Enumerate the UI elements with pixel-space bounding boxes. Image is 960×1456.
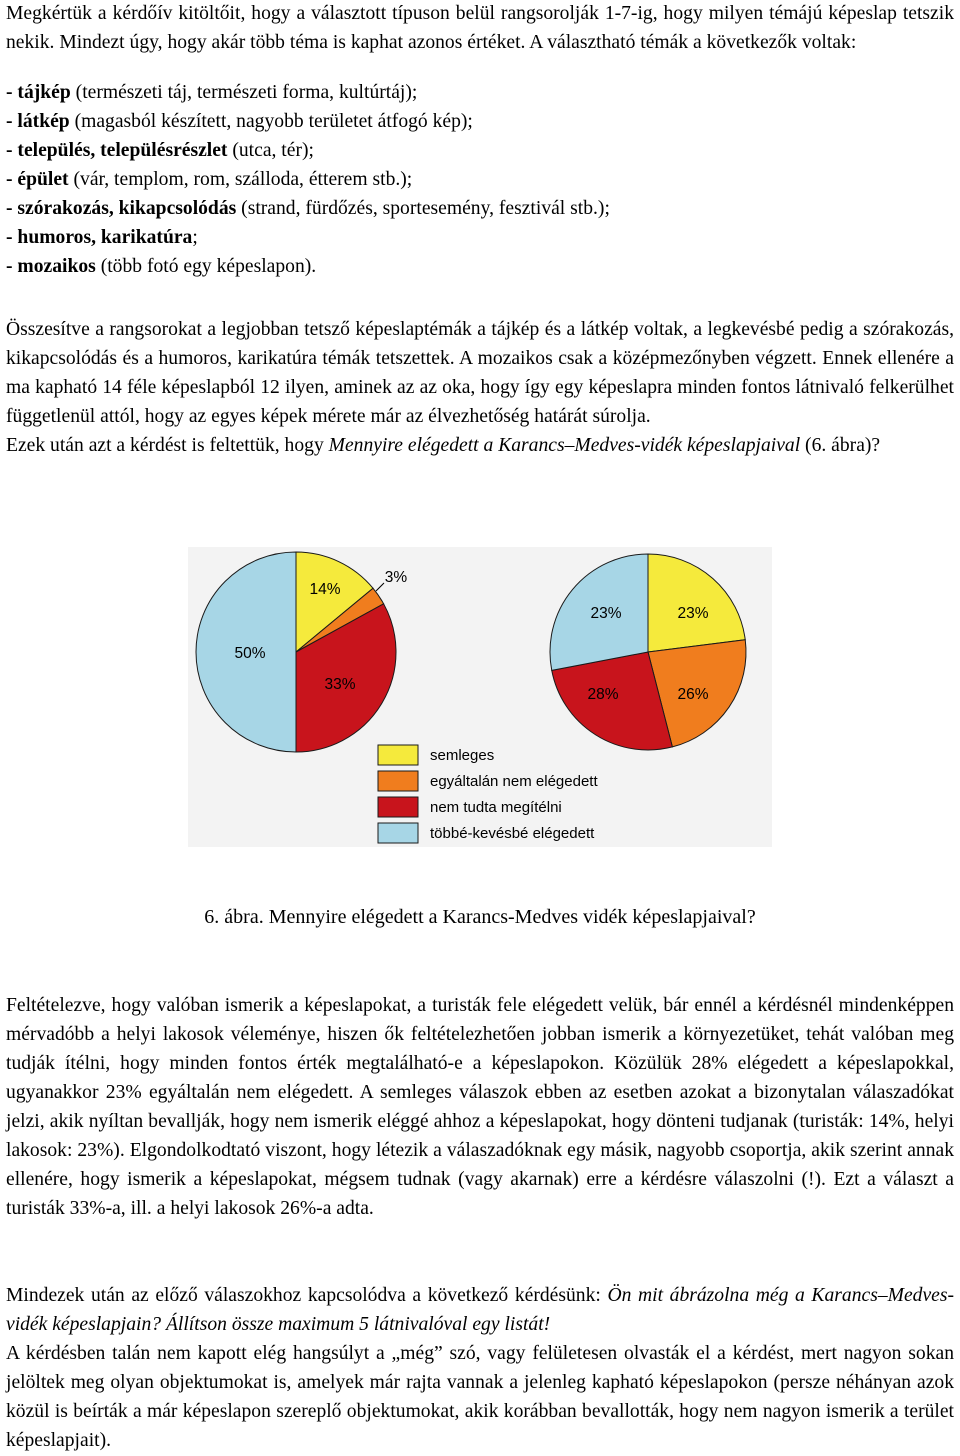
theme-item bbox=[6, 252, 954, 281]
theme-item bbox=[6, 107, 954, 136]
legend-label: nem tudta megítélni bbox=[430, 799, 562, 816]
theme-name: - humoros, karikatúra bbox=[6, 227, 193, 248]
body-paragraph-3: A kérdésben talán nem kapott elég hangsúlyt a „még” szó, vagy felületesen olvasták el a kérdést, mert nagyon sokan jelöltek meg olyan objektumokat is, amelyek már rajta vannak a jelenleg kapható képeslapokon (persze néhányan azok közül is beírták a már képeslapon szereplő objektumokat, akik korábban bevallották, hogy nem nagyon ismerik a terület képeslapjait). bbox=[6, 1343, 954, 1451]
pie-charts bbox=[188, 547, 772, 847]
body-paragraph-2 bbox=[6, 1281, 954, 1339]
theme-item bbox=[6, 78, 954, 107]
theme-desc: (strand, fürdőzés, sportesemény, fesztivál stb.); bbox=[236, 198, 610, 219]
slice-label: 23% bbox=[590, 605, 622, 622]
slice-label: 23% bbox=[677, 605, 709, 622]
theme-name: - látkép bbox=[6, 111, 70, 132]
theme-desc: ; bbox=[192, 227, 198, 248]
theme-item bbox=[6, 194, 954, 223]
theme-desc: (magasból készített, nagyobb területet átfogó kép); bbox=[69, 111, 473, 132]
theme-desc: (utca, tér); bbox=[227, 140, 314, 161]
theme-name: - tájkép bbox=[6, 82, 71, 103]
legend-label: semleges bbox=[430, 747, 495, 764]
question-prefix: Ezek után azt a kérdést is feltettük, hogy bbox=[6, 435, 329, 456]
theme-name: - épület bbox=[6, 169, 69, 190]
slice-label: 50% bbox=[234, 645, 266, 662]
body-paragraph-1: Feltételezve, hogy valóban ismerik a képeslapokat, a turisták fele elégedett velük, bár ennél a kérdésnél mindenképpen mérvadóbb a helyi lakosok véleménye, hiszen ők feltételezhetően jobban ismerik a környezetüket, tehát valóban meg tudják ítélni, hogy minden fontos érték megtalálható-e a képeslapokon. Közülük 28% elégedett a képeslapokkal, ugyanakkor 23% egyáltalán nem elégedett. A semleges válaszok ebben az esetben azokat a bizonytalan válaszadókat jelzi, akik nyíltan bevallják, hogy nem ismerik eléggé ahhoz a képeslapokat, hogy dönteni tudjanak (turisták: 14%, helyi lakosok: 23%). Elgondolkodtató viszont, hogy létezik a válaszadóknak egy másik, nagyobb csoportja, akik szerint annak ellenére, hogy ismerik a képeslapokat, mégsem tudnak (vagy akarnak) erre a kérdésre válaszolni (!). Ezt a választ a turisták 33%-a, ill. a helyi lakosok 26%-a adta. bbox=[6, 995, 954, 1219]
legend-swatch bbox=[378, 745, 418, 765]
theme-item bbox=[6, 223, 954, 252]
summary-paragraph bbox=[6, 315, 954, 460]
question-suffix: (6. ábra)? bbox=[800, 435, 881, 456]
slice-label: 33% bbox=[324, 676, 356, 693]
legend-swatch bbox=[378, 771, 418, 791]
summary-text: Összesítve a rangsorokat a legjobban tetsző képeslaptémák a tájkép és a látkép voltak, a legkevésbé pedig a szórakozás, kikapcsolódás és a humoros, karikatúra témák tetszettek. A mozaikos csak a középmezőnyben végzett. Ennek ellenére a ma kapható 14 féle képeslapból 12 ilyen, aminek az az oka, hogy így egy képeslapra minden fontos látnivaló felkerülhet függetlenül attól, hogy az egyes képek mérete már az élvezhetőség határát súrolja. bbox=[6, 319, 954, 427]
legend-label: többé-kevésbé elégedett bbox=[430, 825, 595, 842]
figure-6 bbox=[188, 547, 772, 847]
question-italic: Mennyire elégedett a Karancs–Medves-vidék képeslapjaival bbox=[328, 435, 801, 456]
intro-paragraph: Megkértük a kérdőív kitöltőit, hogy a választott típuson belül rangsorolják 1-7-ig, hogy milyen témájú képeslap tetszik nekik. Mindezt úgy, hogy akár több téma is kaphat azonos értéket. A választható témák a következők voltak: bbox=[6, 3, 954, 53]
p2-italic: Ön mit ábrázolna még a Karancs–Medves-vidék képeslapjain? Állítson össze maximum 5 látnivalóval egy listát! bbox=[6, 1285, 954, 1335]
theme-desc: (természeti táj, természeti forma, kultúrtáj); bbox=[70, 82, 418, 103]
theme-desc: (vár, templom, rom, szálloda, étterem stb.); bbox=[68, 169, 413, 190]
p2-prefix: Mindezek után az előző válaszokhoz kapcsolódva a következő kérdésünk: bbox=[6, 1285, 608, 1306]
slice-label: 28% bbox=[587, 686, 619, 703]
legend-swatch bbox=[378, 823, 418, 843]
figure-caption: 6. ábra. Mennyire elégedett a Karancs-Medves vidék képeslapjaival? bbox=[204, 906, 756, 928]
slice-label: 14% bbox=[309, 581, 341, 598]
theme-list bbox=[6, 78, 954, 281]
legend-label: egyáltalán nem elégedett bbox=[430, 773, 598, 790]
legend-swatch bbox=[378, 797, 418, 817]
theme-name: - mozaikos bbox=[6, 256, 96, 277]
theme-name: - település, településrészlet bbox=[6, 140, 228, 161]
theme-item bbox=[6, 136, 954, 165]
slice-label: 3% bbox=[384, 569, 408, 586]
theme-item bbox=[6, 165, 954, 194]
slice-label: 26% bbox=[677, 686, 709, 703]
theme-desc: (több fotó egy képeslapon). bbox=[95, 256, 317, 277]
theme-name: - szórakozás, kikapcsolódás bbox=[6, 198, 237, 219]
